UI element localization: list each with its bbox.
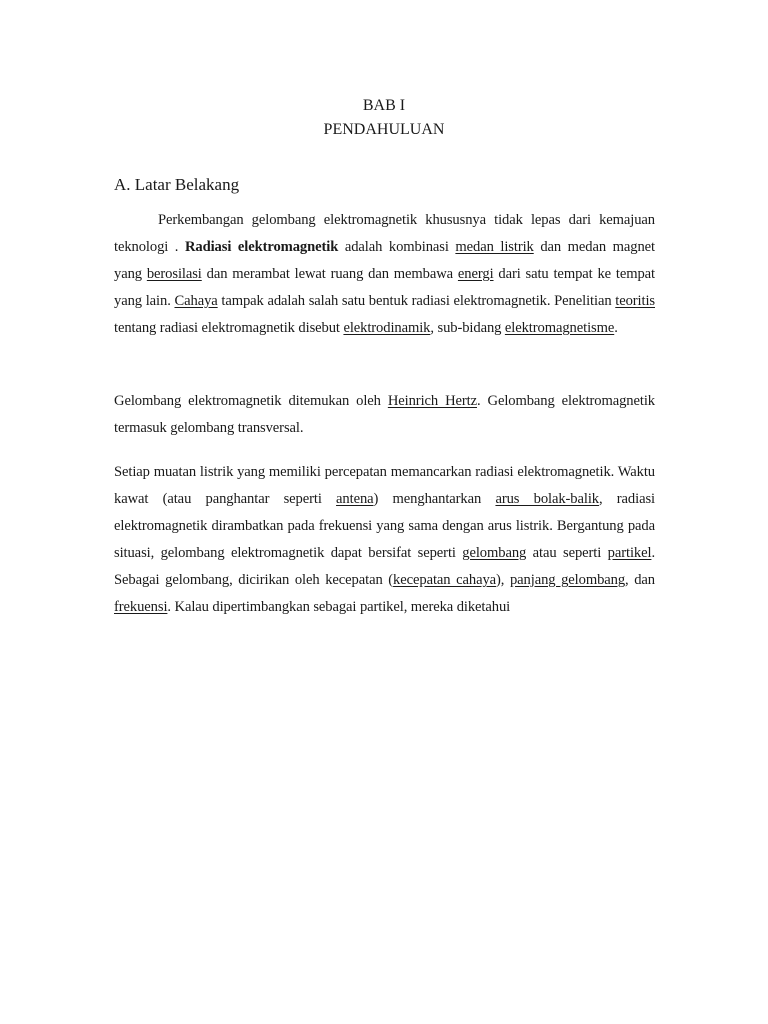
bold-term: Radiasi elektromagnetik (184, 239, 339, 255)
link-frekuensi[interactable]: frekuensi (114, 599, 168, 615)
text-run: Perkembangan gelombang elektromagnetik khususnya tidak lepas dari kemajuan teknologi . (114, 212, 655, 255)
link-cahaya[interactable]: Cahaya (174, 293, 218, 309)
text-run: atau seperti (526, 545, 608, 561)
section-title: A. Latar Belakang (114, 175, 240, 194)
text-run: . Sebagai gelombang, dicirikan oleh kecepatan ( (114, 545, 655, 588)
link-partikel[interactable]: partikel (607, 545, 652, 561)
text-run: . Kalau dipertimbangkan sebagai partikel, mereka diketahui (167, 599, 511, 615)
paragraph-3 (114, 459, 655, 621)
chapter-number: BAB I (362, 97, 406, 114)
text-run: , sub-bidang (430, 320, 505, 336)
link-heinrich-hertz[interactable]: Heinrich Hertz (387, 393, 477, 409)
link-panjang-gelombang[interactable]: panjang gelombang (509, 572, 626, 588)
paragraph-2 (114, 388, 655, 442)
paragraph-1 (114, 207, 655, 342)
text-run: tentang radiasi elektromagnetik disebut (114, 320, 344, 336)
link-antena[interactable]: antena (336, 491, 374, 507)
link-energi[interactable]: energi (457, 266, 494, 282)
link-kecepatan-cahaya[interactable]: kecepatan cahaya (393, 572, 497, 588)
link-medan-listrik[interactable]: medan listrik (455, 239, 534, 255)
chapter-title: PENDAHULUAN (323, 121, 445, 138)
link-gelombang[interactable]: gelombang (462, 545, 527, 561)
text-run: Setiap muatan listrik yang memiliki percepatan memancarkan radiasi elektromagnetik. Waktu kawat (atau panghantar seperti (114, 464, 655, 507)
link-arus-bolak-balik[interactable]: arus bolak-balik (495, 491, 599, 507)
text-run: dari satu tempat ke tempat yang lain. (114, 266, 655, 309)
text-run: adalah kombinasi (338, 239, 456, 255)
link-teoritis[interactable]: teoritis (615, 293, 655, 309)
text-run: ) menghantarkan (373, 491, 496, 507)
chapter-heading (0, 94, 768, 142)
text-run: dan medan magnet yang (114, 239, 656, 282)
text-run: tampak adalah salah satu bentuk radiasi elektromagnetik. Penelitian (217, 293, 616, 309)
text-run: . (614, 320, 618, 336)
text-run: Gelombang elektromagnetik ditemukan oleh (114, 393, 388, 409)
text-run: , radiasi elektromagnetik dirambatkan pada frekuensi yang sama dengan arus listrik. Bergantung pada situasi, gelombang elektromagnetik dapat bersifat seperti (114, 491, 655, 561)
text-run: . Gelombang elektromagnetik termasuk gelombang transversal. (114, 393, 655, 436)
text-run: dan merambat lewat ruang dan membawa (201, 266, 458, 282)
link-elektromagnetisme[interactable]: elektromagnetisme (504, 320, 615, 336)
link-berosilasi[interactable]: berosilasi (146, 266, 202, 282)
text-run: ), (496, 572, 510, 588)
link-elektrodinamik[interactable]: elektrodinamik (343, 320, 431, 336)
text-run: , dan (625, 572, 655, 588)
